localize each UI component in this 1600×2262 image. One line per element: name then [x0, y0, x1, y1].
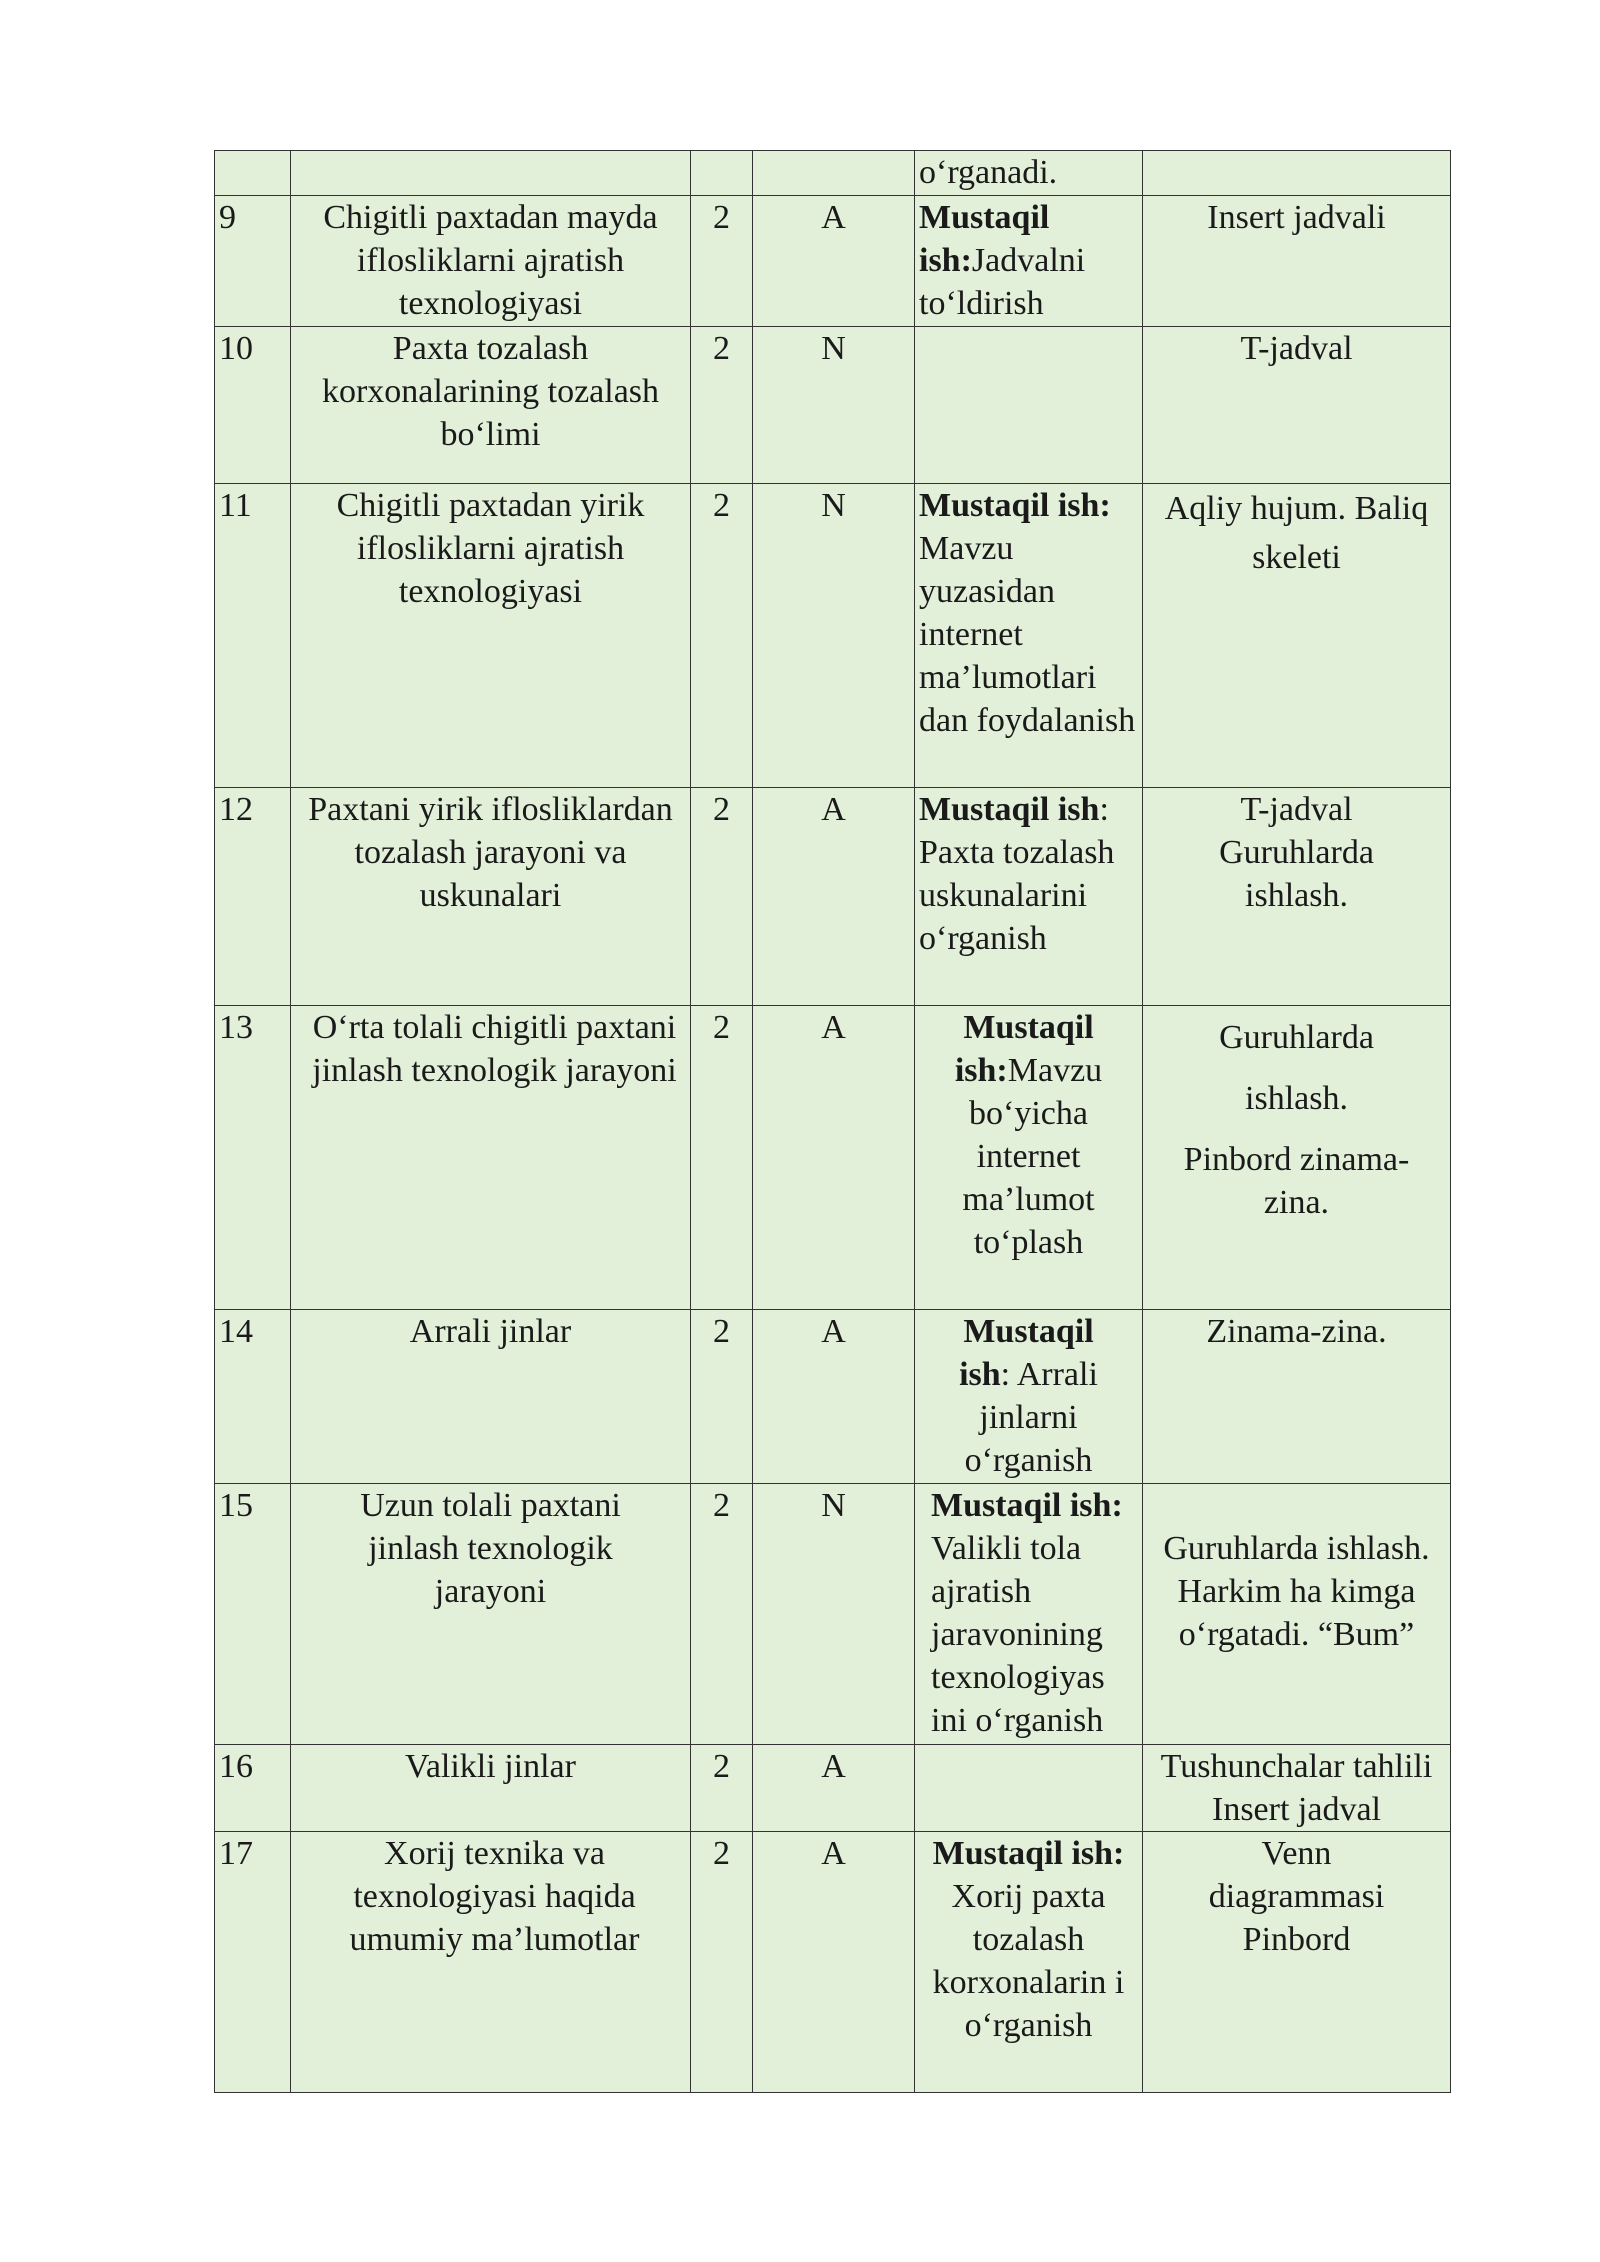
- task-cell: [915, 196, 1143, 327]
- lesson-type-cell: N: [753, 1484, 915, 1745]
- hours-cell: 2: [691, 196, 753, 327]
- lesson-type-cell: A: [753, 196, 915, 327]
- lesson-type-cell: A: [753, 1832, 915, 2093]
- lesson-type-cell: A: [753, 1310, 915, 1484]
- method-text: Aqliy hujum. Baliq skeleti: [1164, 490, 1429, 576]
- method-cell: [1143, 788, 1451, 1006]
- table-row: [215, 1745, 1451, 1832]
- table-row: [215, 327, 1451, 484]
- task-text: o‘rganadi.: [919, 154, 1058, 191]
- topic-cell: Paxtani yirik iflosliklardan tozalash jarayoni va uskunalari: [291, 788, 691, 1006]
- task-cell: [915, 788, 1143, 1006]
- task-text: : Paxta tozalash uskunalarini o‘rganish: [919, 791, 1115, 957]
- topic-cell: Valikli jinlar: [291, 1745, 691, 1832]
- method-cell: Tushunchalar tahlili Insert jadval: [1143, 1745, 1451, 1832]
- topic-text: Uzun tolali paxtani jinlash texnologik jarayoni: [360, 1487, 621, 1610]
- task-text: Mavzu bo‘yicha internet ma’lumot to‘plash: [962, 1052, 1103, 1261]
- method-line: ishlash.: [1245, 1080, 1348, 1117]
- task-text: : Arrali jinlarni o‘rganish: [964, 1356, 1098, 1479]
- method-line: Pinbord zinama-zina.: [1183, 1141, 1410, 1221]
- task-text: Xorij paxta tozalash korxonalarin i o‘rganish: [932, 1878, 1125, 2044]
- task-cell: [915, 327, 1143, 484]
- task-cell: [915, 1310, 1143, 1484]
- method-cell: Guruhlarda ishlash. Harkim ha kimga o‘rgatadi. “Bum”: [1143, 1484, 1451, 1745]
- row-number-cell: 10: [215, 327, 291, 484]
- method-cell: [1143, 484, 1451, 788]
- hours-cell: 2: [691, 484, 753, 788]
- task-cell: [915, 1832, 1143, 2093]
- lesson-type-cell: A: [753, 1006, 915, 1310]
- topic-cell: [291, 151, 691, 196]
- task-text: Jadvalni to‘ldirish: [919, 242, 1086, 322]
- table-row: [215, 1832, 1451, 2093]
- topic-cell: O‘rta tolali chigitli paxtani jinlash texnologik jarayoni: [291, 1006, 691, 1310]
- hours-cell: 2: [691, 1484, 753, 1745]
- lesson-type-cell: [753, 151, 915, 196]
- method-cell: T-jadval: [1143, 327, 1451, 484]
- table-row: [215, 1484, 1451, 1745]
- row-number-cell: 12: [215, 788, 291, 1006]
- topic-cell: Chigitli paxtadan mayda iflosliklarni ajratish texnologiyasi: [291, 196, 691, 327]
- task-cell: [915, 484, 1143, 788]
- row-number-cell: 14: [215, 1310, 291, 1484]
- lesson-type-cell: N: [753, 327, 915, 484]
- lesson-plan-table: [214, 150, 1451, 2093]
- topic-cell: Chigitli paxtadan yirik iflosliklarni ajratish texnologiyasi: [291, 484, 691, 788]
- task-label: Mustaqil ish:: [932, 1835, 1125, 1872]
- hours-cell: 2: [691, 327, 753, 484]
- hours-cell: 2: [691, 1832, 753, 2093]
- method-cell: Insert jadvali: [1143, 196, 1451, 327]
- task-cell: [915, 1745, 1143, 1832]
- row-number-cell: 13: [215, 1006, 291, 1310]
- table-row: [215, 484, 1451, 788]
- task-label: Mustaqil ish: [919, 791, 1100, 828]
- topic-cell: Paxta tozalash korxonalarining tozalash bo‘limi: [291, 327, 691, 484]
- table-row: [215, 151, 1451, 196]
- task-label: Mustaqil ish:: [919, 487, 1111, 524]
- task-cell: [915, 151, 1143, 196]
- method-line: Guruhlarda: [1219, 1019, 1374, 1056]
- row-number-cell: [215, 151, 291, 196]
- task-label: Mustaqil ish:: [954, 1009, 1094, 1089]
- method-cell: [1143, 1006, 1451, 1310]
- hours-cell: 2: [691, 788, 753, 1006]
- task-text: Mavzu yuzasidan internet ma’lumotlari dan foydalanish: [919, 530, 1136, 739]
- row-number-cell: 9: [215, 196, 291, 327]
- row-number-cell: 15: [215, 1484, 291, 1745]
- table-row: [215, 788, 1451, 1006]
- lesson-type-cell: A: [753, 1745, 915, 1832]
- lesson-type-cell: A: [753, 788, 915, 1006]
- row-number-cell: 16: [215, 1745, 291, 1832]
- table-row: [215, 1006, 1451, 1310]
- row-number-cell: 11: [215, 484, 291, 788]
- topic-cell: [291, 1484, 691, 1745]
- row-number-cell: 17: [215, 1832, 291, 2093]
- topic-cell: Xorij texnika va texnologiyasi haqida umumiy ma’lumotlar: [291, 1832, 691, 2093]
- method-text: Venn diagrammasi Pinbord: [1208, 1835, 1385, 1958]
- task-cell: [915, 1006, 1143, 1310]
- lesson-type-cell: N: [753, 484, 915, 788]
- hours-cell: 2: [691, 1745, 753, 1832]
- method-cell: Zinama-zina.: [1143, 1310, 1451, 1484]
- method-cell: [1143, 151, 1451, 196]
- task-text: Valikli tola ajratish jaravonining texnologiyas ini o‘rganish: [931, 1530, 1105, 1739]
- task-label: Mustaqil ish: [959, 1313, 1094, 1393]
- topic-cell: Arrali jinlar: [291, 1310, 691, 1484]
- task-label: Mustaqil ish:: [919, 199, 1050, 279]
- hours-cell: 2: [691, 1310, 753, 1484]
- method-text: T-jadval Guruhlarda ishlash.: [1219, 791, 1374, 914]
- table-row: [215, 1310, 1451, 1484]
- task-cell: [915, 1484, 1143, 1745]
- method-cell: [1143, 1832, 1451, 2093]
- hours-cell: 2: [691, 1006, 753, 1310]
- task-label: Mustaqil ish:: [931, 1487, 1123, 1524]
- table-row: [215, 196, 1451, 327]
- hours-cell: [691, 151, 753, 196]
